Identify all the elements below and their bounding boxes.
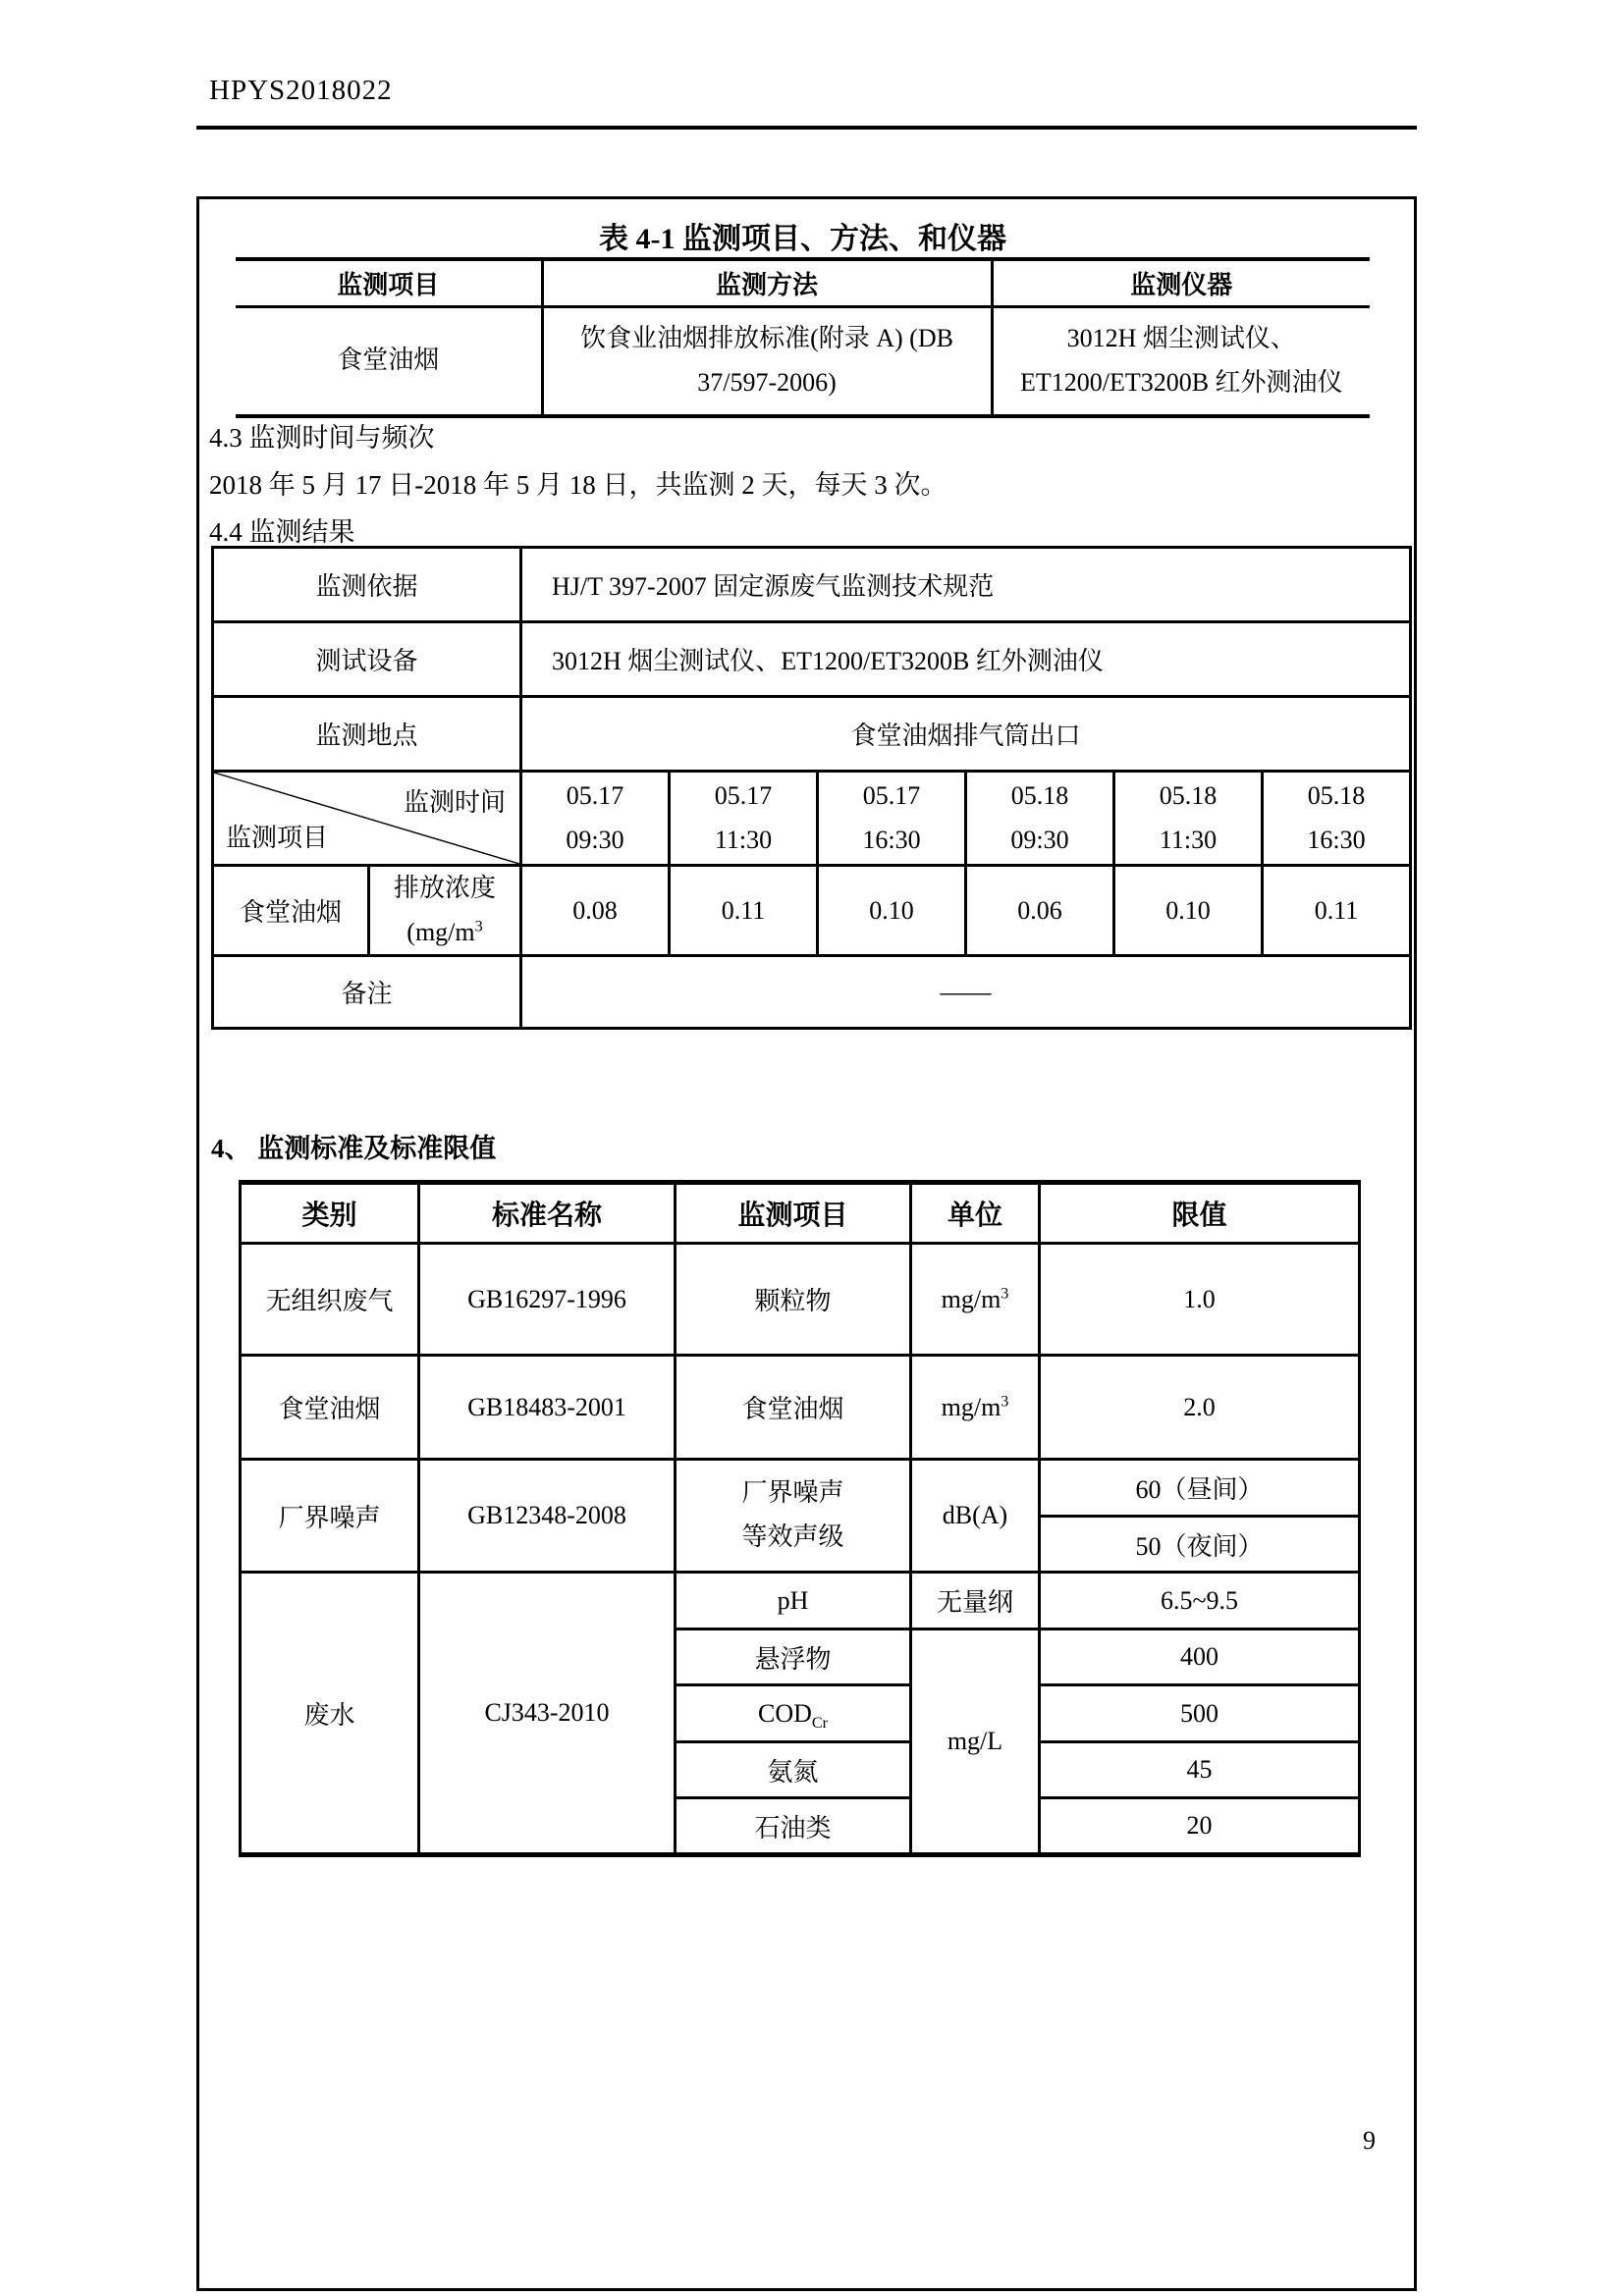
cell-unit — [911, 1356, 1040, 1460]
cell-limit-cod: 500 — [1040, 1685, 1360, 1742]
cell-item-nh3n: 氨氮 — [676, 1742, 911, 1798]
value-4: 0.06 — [966, 866, 1114, 956]
cod-base: COD — [757, 1698, 812, 1728]
date-5: 05.18 — [1159, 780, 1218, 810]
value-basis: HJ/T 397-2007 固定源废气监测技术规范 — [521, 548, 1411, 622]
cell-category: 废水 — [241, 1573, 419, 1855]
method-line1: 饮食业油烟排放标准(附录 A) (DB — [580, 324, 953, 353]
time-col-2 — [670, 772, 818, 866]
row-wastewater-ph — [241, 1573, 1360, 1629]
section-4-3-heading: 4.3 监测时间与频次 — [209, 423, 435, 453]
row-time-header — [213, 772, 1411, 866]
label-remark: 备注 — [213, 956, 521, 1029]
page-number: 9 — [1363, 2126, 1376, 2155]
cell-unit: dB(A) — [911, 1460, 1040, 1573]
unit-superscript: 3 — [1001, 1392, 1009, 1410]
value-3: 0.10 — [818, 866, 966, 956]
value-location: 食堂油烟排气筒出口 — [521, 697, 1411, 772]
cell-item: 食堂油烟 — [676, 1356, 911, 1460]
cell-standard: GB16297-1996 — [419, 1244, 676, 1356]
diagonal-label-item: 监测项目 — [226, 824, 329, 852]
cell-category: 无组织废气 — [241, 1244, 419, 1356]
cell-category: 厂界噪声 — [241, 1460, 419, 1573]
time-4: 09:30 — [1010, 825, 1069, 854]
col-header-item: 监测项目 — [676, 1183, 911, 1244]
noise-item-line2: 等效声级 — [741, 1522, 844, 1551]
instrument-line2: ET1200/ET3200B 红外测油仪 — [1019, 367, 1343, 397]
cell-canteen-fume: 食堂油烟 — [213, 866, 369, 956]
col-header-unit: 单位 — [911, 1183, 1040, 1244]
cell-limit-ph: 6.5~9.5 — [1040, 1573, 1360, 1629]
cell-limit-day: 60（昼间） — [1040, 1460, 1360, 1517]
col-header-category: 类别 — [241, 1183, 419, 1244]
unit-superscript: 3 — [1001, 1284, 1009, 1302]
row-equipment — [213, 622, 1411, 697]
cell-item: 颗粒物 — [676, 1244, 911, 1356]
time-2: 11:30 — [714, 825, 773, 854]
time-col-6 — [1263, 772, 1411, 866]
parameter-superscript: 3 — [474, 918, 483, 935]
col-header-item: 监测项目 — [236, 259, 542, 306]
time-col-1 — [521, 772, 670, 866]
standards-header-row — [241, 1183, 1360, 1244]
row-concentration — [213, 866, 1411, 956]
row-location — [213, 697, 1411, 772]
parameter-line1: 排放浓度 — [394, 874, 497, 902]
time-col-5 — [1114, 772, 1263, 866]
diagonal-header-cell — [213, 772, 521, 866]
method-line2: 37/597-2006) — [697, 367, 837, 397]
cell-standard: GB12348-2008 — [419, 1460, 676, 1573]
cell-method — [542, 306, 992, 416]
time-5: 11:30 — [1159, 825, 1218, 854]
cell-limit-ss: 400 — [1040, 1629, 1360, 1685]
value-5: 0.10 — [1114, 866, 1263, 956]
label-location: 监测地点 — [213, 697, 521, 772]
cell-item-ph: pH — [676, 1573, 911, 1629]
value-6: 0.11 — [1263, 866, 1411, 956]
date-3: 05.17 — [862, 780, 921, 810]
row-canteen-fume — [241, 1356, 1360, 1460]
col-header-standard: 标准名称 — [419, 1183, 676, 1244]
date-1: 05.17 — [566, 780, 624, 810]
cell-standard: GB18483-2001 — [419, 1356, 676, 1460]
cell-limit: 1.0 — [1040, 1244, 1360, 1356]
diagonal-label-time: 监测时间 — [404, 788, 507, 817]
time-1: 09:30 — [566, 825, 624, 854]
value-equipment: 3012H 烟尘测试仪、ET1200/ET3200B 红外测油仪 — [521, 622, 1411, 697]
cell-item: 食堂油烟 — [337, 346, 440, 375]
cod-subscript: Cr — [811, 1714, 828, 1732]
noise-item-line1: 厂界噪声 — [741, 1478, 844, 1508]
section-4-4-heading: 4.4 监测结果 — [209, 517, 355, 547]
unit-base: mg/m — [941, 1392, 1001, 1421]
time-col-4 — [966, 772, 1114, 866]
section-4-3-body: 2018 年 5 月 17 日-2018 年 5 月 18 日，共监测 2 天，每天 3 次。 — [209, 470, 947, 500]
cell-unit — [911, 1244, 1040, 1356]
cell-item — [676, 1460, 911, 1573]
label-basis: 监测依据 — [213, 548, 521, 622]
cell-item-cod — [676, 1685, 911, 1742]
time-3: 16:30 — [862, 825, 921, 854]
table-4-1-data-row — [236, 306, 1370, 416]
instrument-line1: 3012H 烟尘测试仪、 — [1066, 324, 1296, 353]
date-2: 05.17 — [714, 780, 773, 810]
cell-item-oil: 石油类 — [676, 1798, 911, 1855]
date-6: 05.18 — [1307, 780, 1366, 810]
row-basis — [213, 548, 1411, 622]
parameter-line2: (mg/m — [406, 917, 475, 946]
cell-unit-shared: mg/L — [911, 1629, 1040, 1855]
value-1: 0.08 — [521, 866, 670, 956]
cell-unit-ph: 无量纲 — [911, 1573, 1040, 1629]
cell-limit-nh3n: 45 — [1040, 1742, 1360, 1798]
monitoring-results-table — [211, 546, 1412, 1030]
value-2: 0.11 — [670, 866, 818, 956]
cell-item-ss: 悬浮物 — [676, 1629, 911, 1685]
row-remark — [213, 956, 1411, 1029]
cell-limit-oil: 20 — [1040, 1798, 1360, 1855]
label-equipment: 测试设备 — [213, 622, 521, 697]
table-4-1-title: 表 4-1 监测项目、方法、和仪器 — [599, 223, 1006, 255]
row-fugitive-gas — [241, 1244, 1360, 1356]
document-code: HPYS2018022 — [209, 75, 393, 106]
cell-limit-night: 50（夜间） — [1040, 1517, 1360, 1573]
date-4: 05.18 — [1010, 780, 1069, 810]
col-header-method: 监测方法 — [542, 259, 992, 306]
value-remark: —— — [521, 956, 1411, 1029]
standards-table — [239, 1180, 1361, 1857]
table-4-1-header-row — [236, 259, 1370, 306]
cell-limit: 2.0 — [1040, 1356, 1360, 1460]
cell-parameter — [369, 866, 521, 956]
row-noise-day — [241, 1460, 1360, 1517]
time-6: 16:30 — [1307, 825, 1366, 854]
time-col-3 — [818, 772, 966, 866]
col-header-instrument: 监测仪器 — [992, 259, 1370, 306]
col-header-limit: 限值 — [1040, 1183, 1360, 1244]
header-rule — [196, 126, 1417, 130]
unit-base: mg/m — [941, 1284, 1001, 1313]
cell-standard: CJ343-2010 — [419, 1573, 676, 1855]
table-4-1 — [236, 257, 1370, 418]
section-4-heading: 4、 监测标准及标准限值 — [211, 1134, 497, 1163]
cell-instrument — [992, 306, 1370, 416]
cell-category: 食堂油烟 — [241, 1356, 419, 1460]
